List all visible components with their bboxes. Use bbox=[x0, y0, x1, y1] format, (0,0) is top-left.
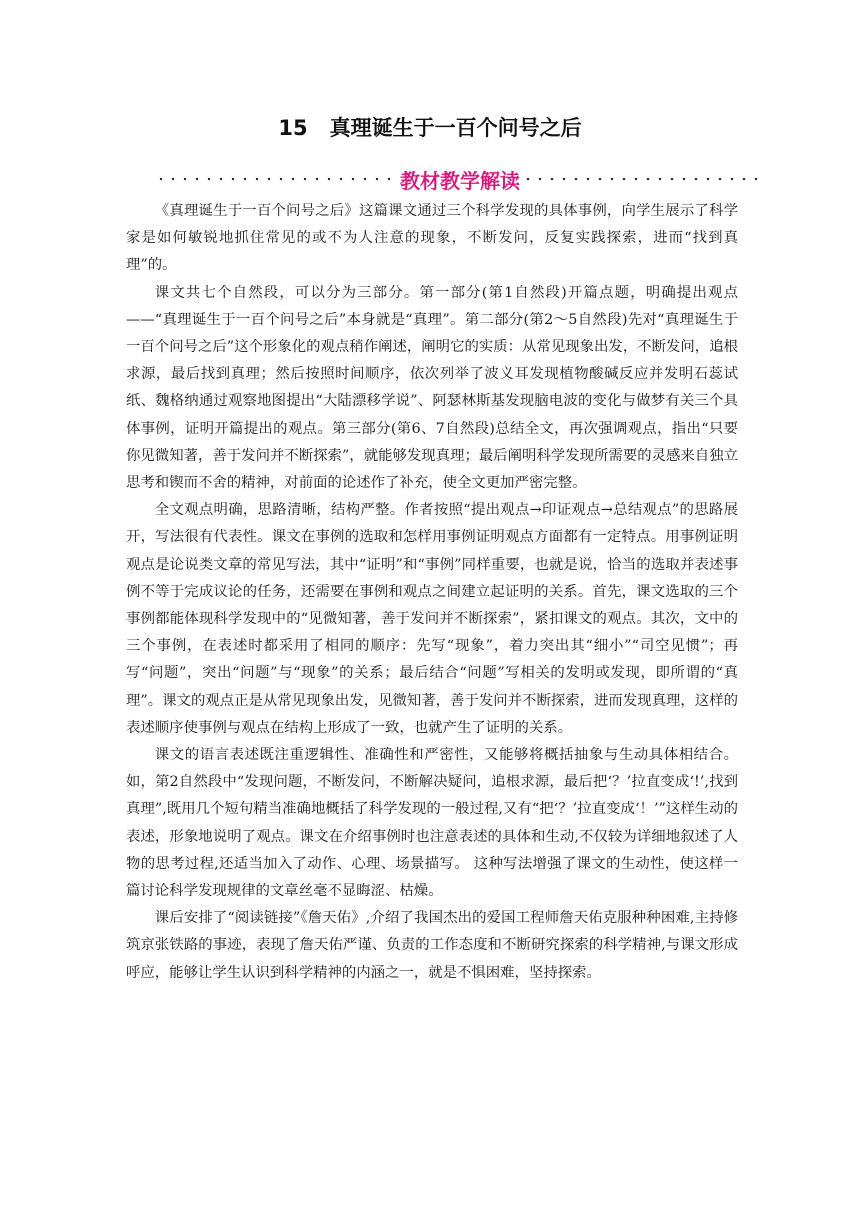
lesson-title-text: 真理诞生于一百个问号之后 bbox=[329, 116, 582, 140]
paragraph-5: 课后安排了“阅读链接”《詹天佑》,介绍了我国杰出的爱国工程师詹天佑克服种种困难,主持修筑京张铁路的事迹，表现了詹天佑严谨、负责的工作态度和不断研究探索的科学精神,与课文形成呼应，能够让学生认识到科学精神的内涵之一，就是不惧困难，坚持探索。 bbox=[126, 910, 738, 981]
section-header bbox=[155, 164, 765, 194]
paragraph-3: 全文观点明确，思路清晰，结构严整。作者按照“提出观点→印证观点→总结观点”的思路展开，写法很有代表性。课文在事例的选取和怎样用事例证明观点方面都有一定特点。用事例证明观点是论说类文章的常见写法，其中“证明”和“事例”同样重要，也就是说，恰当的选取并表述事例不等于完成议论的任务，还需要在事例和观点之间建立起证明的关系。首先，课文选取的三个事例都能体现科学发现中的“见微知著，善于发问并不断探索”，紧扣课文的观点。其次，文中的三个事例，在表述时都采用了相同的顺序：先写“现象”，着力突出其“细小”“司空见惯”；再写“问题”，突出“问题”与“现象”的关系；最后结合“问题”写相关的发明或发现，即所谓的“真理”。课文的观点正是从常见现象出发，见微知著，善于发问并不断探索，进而发现真理，这样的表述顺序使事例与观点在结构上形成了一致，也就产生了证明的关系。 bbox=[126, 502, 738, 736]
lesson-title bbox=[0, 112, 860, 142]
body-text bbox=[126, 198, 738, 987]
section-heading: 教材教学解读 bbox=[400, 168, 520, 193]
paragraph-1: 《真理诞生于一百个问号之后》这篇课文通过三个科学发现的具体事例，向学生展示了科学家是如何敏锐地抓住常见的或不为人注意的现象，不断发问，反复实践探索，进而“找到真理”的。 bbox=[126, 203, 738, 274]
lesson-number: 15 bbox=[278, 116, 308, 140]
paragraph-2: 课文共七个自然段，可以分为三部分。第一部分(第1自然段)开篇点题，明确提出观点——“真理诞生于一百个问号之后”本身就是“真理”。第二部分(第2～5自然段)先对“真理诞生于一百个问号之后”这个形象化的观点稍作阐述，阐明它的实质：从常见现象出发，不断发问，追根求源，最后找到真理；然后按照时间顺序，依次列举了波义耳发现植物酸碱反应并发明石蕊试纸、魏格纳通过观察地图提出“大陆漂移学说”、阿瑟林斯基发现脑电波的变化与做梦有关三个具体事例，证明开篇提出的观点。第三部分(第6、7自然段)总结全文，再次强调观点，指出“只要你见微知著，善于发问并不断探索”，就能够发现真理；最后阐明科学发现所需要的灵感来自独立思考和锲而不舍的精神，对前面的论述作了补充，使全文更加严密完整。 bbox=[126, 284, 738, 492]
dotted-divider-right bbox=[522, 177, 765, 181]
paragraph-4: 课文的语言表述既注重逻辑性、准确性和严密性，又能够将概括抽象与生动具体相结合。如，第2自然段中“发现问题，不断发问，不断解决疑问，追根求源，最后把‘？’拉直变成‘!’,找到真理”,既用几个短句精当准确地概括了科学发现的一般过程,又有“把‘？’拉直变成‘！’”这样生动的表述，形象地说明了观点。课文在介绍事例时也注意表述的具体和生动,不仅较为详细地叙述了人物的思考过程,还适当加入了动作、心理、场景描写。 这种写法增强了课文的生动性，使这样一篇讨论科学发现规律的文章丝毫不显晦涩、枯燥。 bbox=[126, 747, 738, 900]
dotted-divider-left bbox=[155, 177, 398, 181]
